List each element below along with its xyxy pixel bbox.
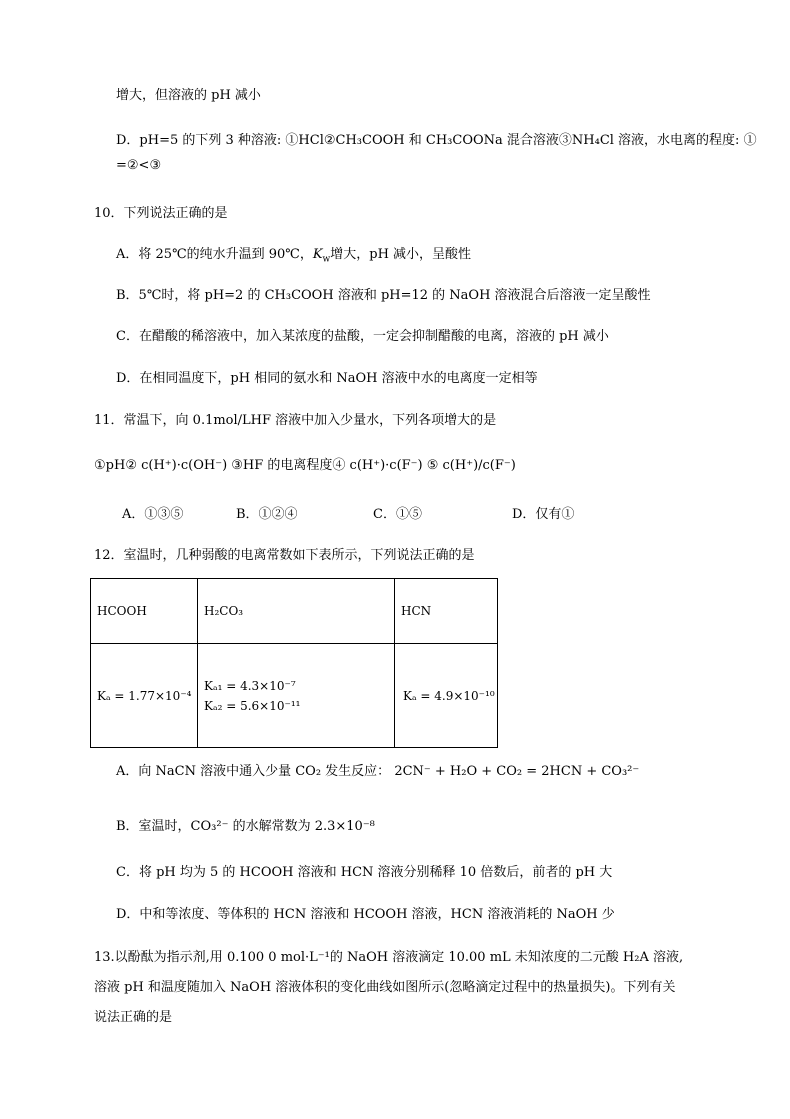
option-a-text-post: 增大，pH 减小，呈酸性	[330, 247, 472, 262]
question-10-option-d: D．在相同温度下，pH 相同的氨水和 NaOH 溶液中水的电离度一定相等	[116, 371, 538, 386]
question-11-stem: 11．常温下，向 0.1mol/LHF 溶液中加入少量水，下列各项增大的是	[94, 413, 497, 428]
question-11-option-b: B．①②④	[236, 507, 298, 522]
question-12-option-d: D．中和等浓度、等体积的 HCN 溶液和 HCOOH 溶液，HCN 溶液消耗的 NaOH 少	[116, 907, 615, 922]
table-header-row	[91, 579, 498, 644]
question-12-stem: 12．室温时，几种弱酸的电离常数如下表所示，下列说法正确的是	[94, 548, 475, 563]
prev-question-option-d: D．pH=5 的下列 3 种溶液: ①HCl②CH₃COOH 和 CH₃COONa 混合溶液③NH₄Cl 溶液，水电离的程度: ①	[116, 133, 757, 148]
option-a-text-pre: A．将 25℃的纯水升温到 90℃，	[116, 247, 313, 262]
table-header-h2co3: H₂CO₃	[198, 579, 395, 644]
table-header-hcooh: HCOOH	[91, 579, 198, 644]
question-12-option-a: A．向 NaCN 溶液中通入少量 CO₂ 发生反应： 2CN⁻ + H₂O + CO₂ = 2HCN + CO₃²⁻	[116, 764, 640, 779]
question-10-option-a	[116, 243, 472, 265]
table-cell-hcooh-ka: Kₐ = 1.77×10⁻⁴	[91, 644, 198, 748]
question-10-option-b: B．5℃时，将 pH=2 的 CH₃COOH 溶液和 pH=12 的 NaOH 溶液混合后溶液一定呈酸性	[116, 288, 651, 303]
question-10-stem: 10．下列说法正确的是	[94, 206, 228, 221]
question-13-line-3: 说法正确的是	[94, 1010, 173, 1025]
prev-question-tail-line: 增大，但溶液的 pH 减小	[116, 88, 261, 103]
question-12-option-c: C．将 pH 均为 5 的 HCOOH 溶液和 HCN 溶液分别稀释 10 倍数后，前者的 pH 大	[116, 865, 613, 880]
question-13-line-1: 13.以酚酞为指示剂,用 0.100 0 mol·L⁻¹的 NaOH 溶液滴定 10.00 mL 未知浓度的二元酸 H₂A 溶液,	[94, 950, 684, 965]
question-11-items: ①pH② c(H⁺)·c(OH⁻) ③HF 的电离程度④ c(H⁺)·c(F⁻) ⑤ c(H⁺)/c(F⁻)	[94, 458, 516, 473]
question-11-option-d: D．仅有①	[512, 507, 575, 522]
question-12-option-b: B．室温时，CO₃²⁻ 的水解常数为 2.3×10⁻⁸	[116, 819, 375, 834]
kw-subscript: w	[322, 254, 331, 265]
question-13-line-2: 溶液 pH 和温度随加入 NaOH 溶液体积的变化曲线如图所示(忽略滴定过程中的热量损失)。下列有关	[94, 980, 676, 995]
table-cell-hcn-ka: Kₐ = 4.9×10⁻¹⁰	[395, 644, 498, 748]
table-value-row	[91, 644, 498, 748]
question-11-option-a: A．①③⑤	[122, 507, 184, 522]
prev-question-option-d-cont: =②<③	[116, 158, 162, 173]
ionization-constant-table	[90, 578, 498, 748]
ka2-value: Kₐ₂ = 5.6×10⁻¹¹	[204, 698, 301, 713]
table-cell-h2co3-ka	[198, 644, 395, 748]
table-header-hcn: HCN	[395, 579, 498, 644]
kw-symbol: K	[312, 247, 323, 262]
question-10-option-c: C．在醋酸的稀溶液中，加入某浓度的盐酸，一定会抑制醋酸的电离，溶液的 pH 减小	[116, 329, 609, 344]
question-11-option-c: C．①⑤	[373, 507, 422, 522]
ka1-value: Kₐ₁ = 4.3×10⁻⁷	[204, 678, 296, 693]
